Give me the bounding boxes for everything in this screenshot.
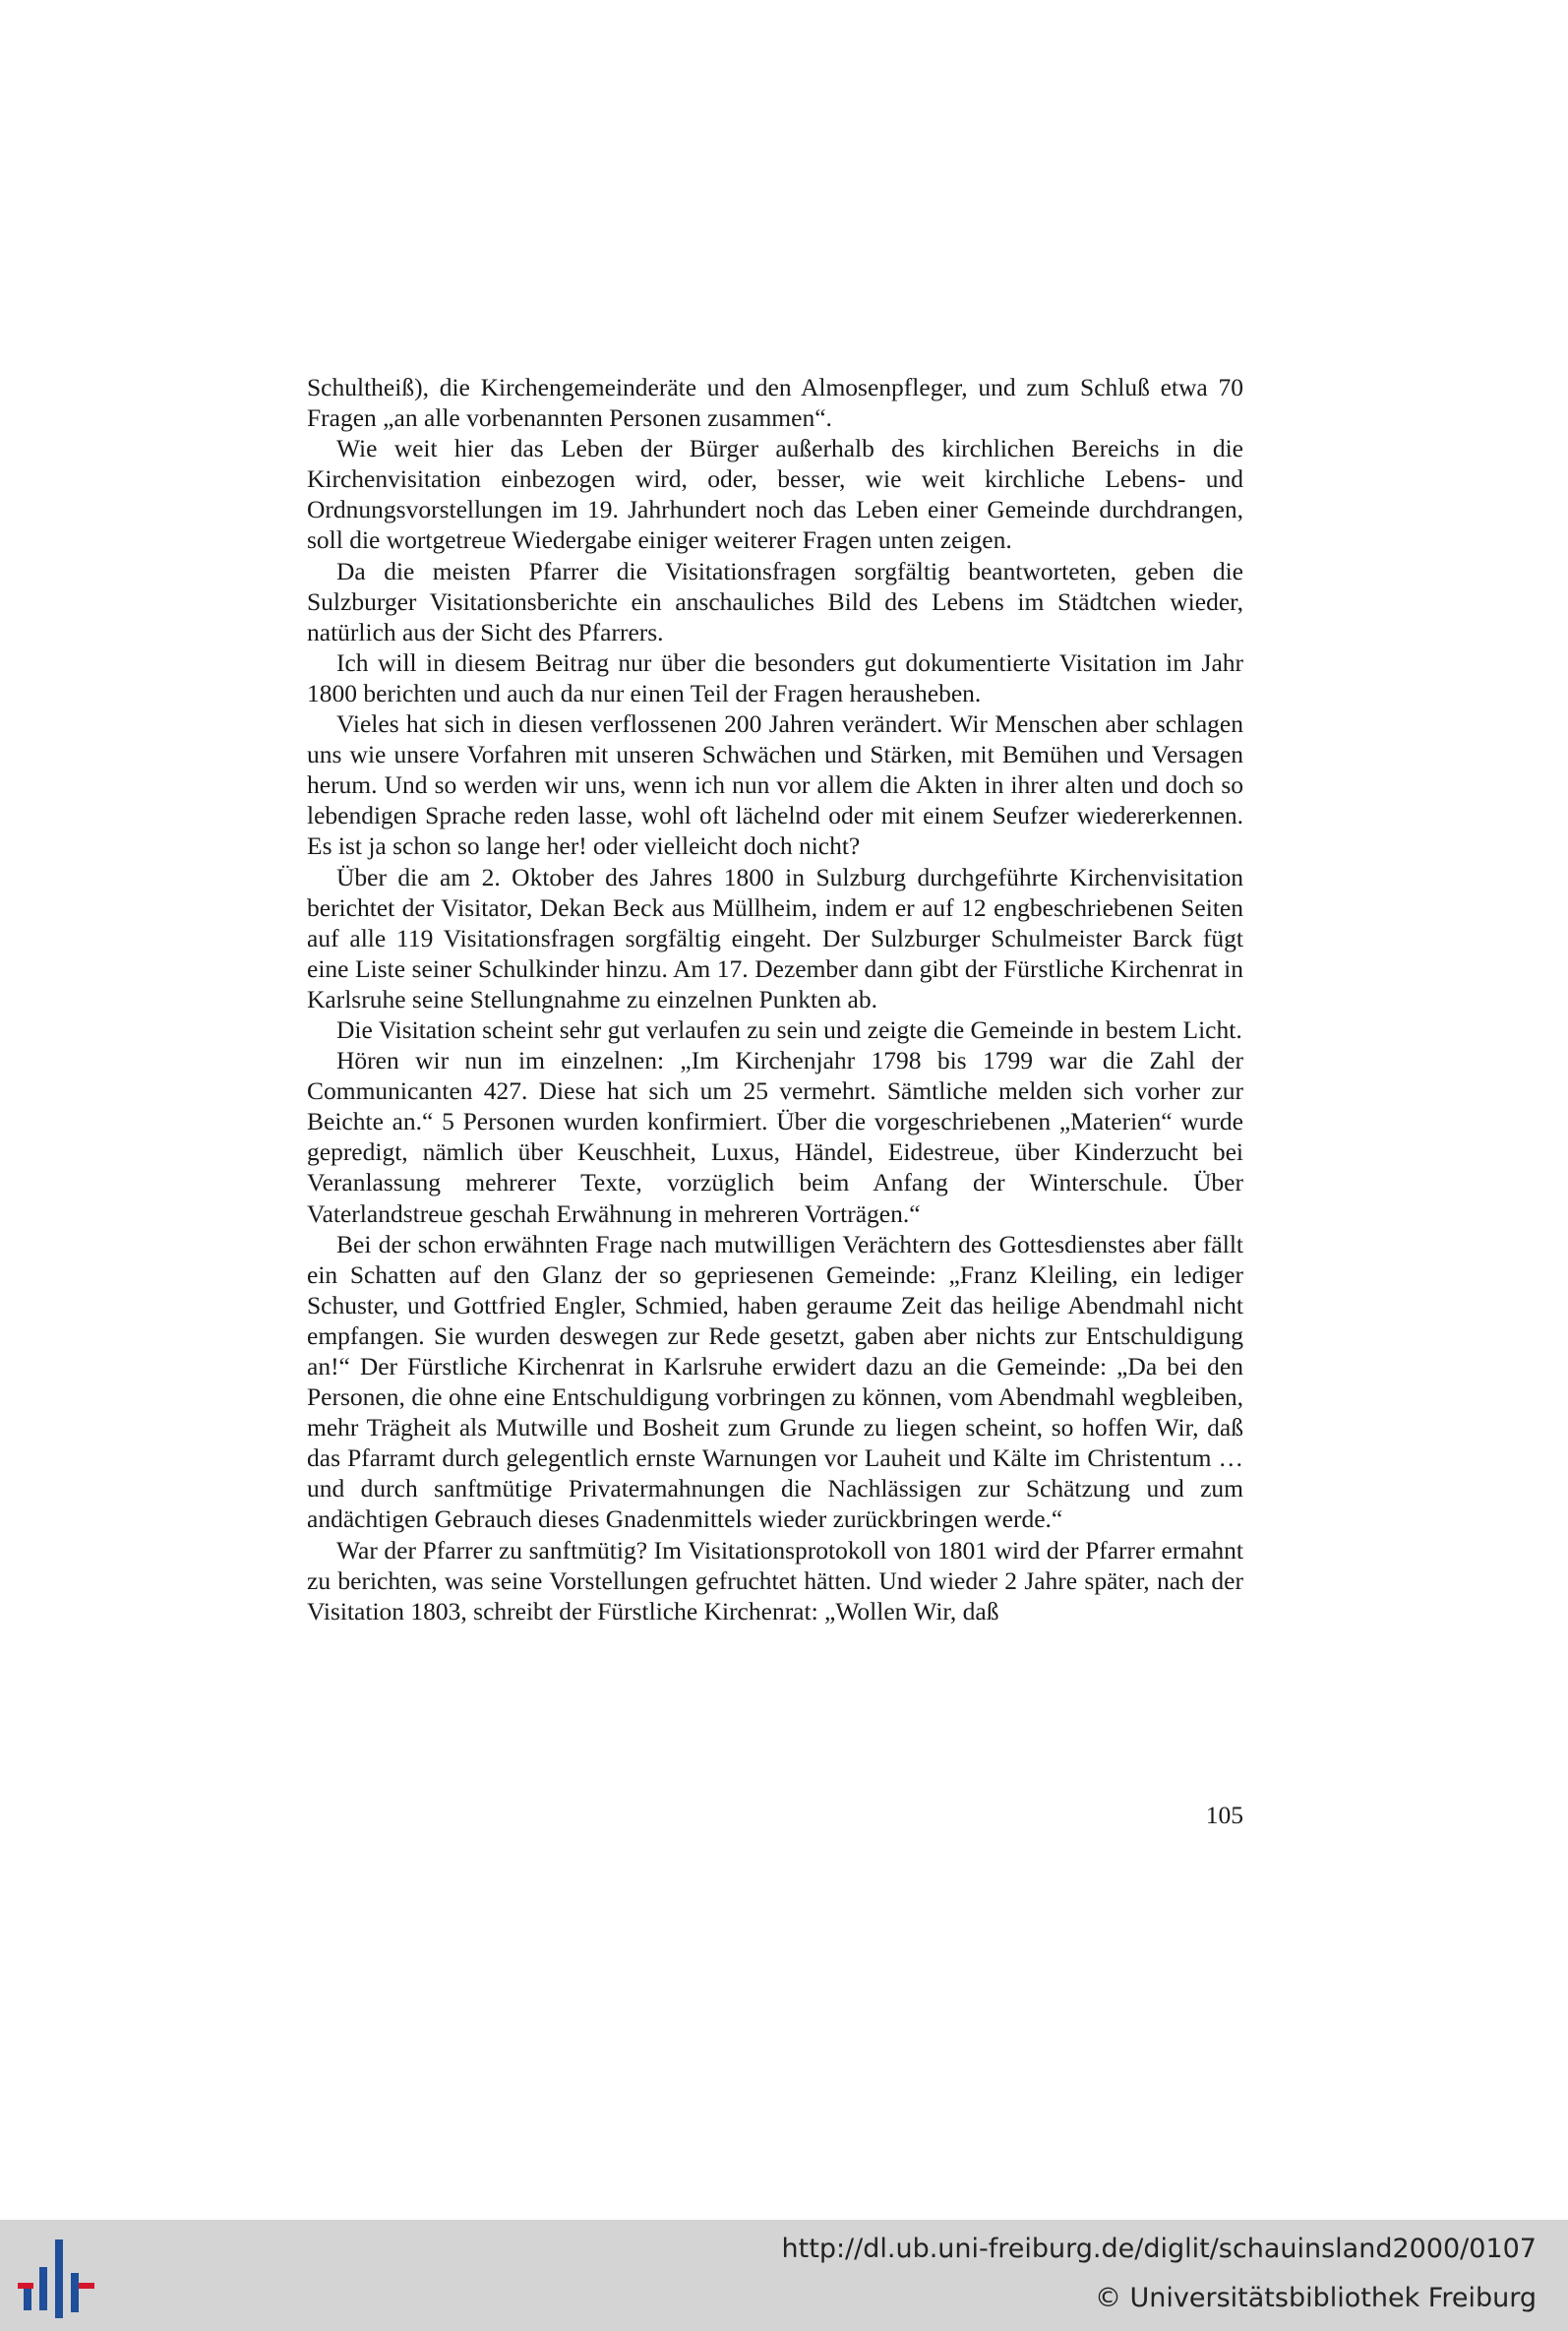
copyright-notice: © Universitätsbibliothek Freiburg	[1094, 2283, 1537, 2313]
paragraph: Wie weit hier das Leben der Bürger außerhalb des kirchlichen Bereichs in die Kirchenvisitation einbezogen wird, oder, besser, wie weit kirchliche Lebens- und Ordnungsvorstellungen im 19. Jahrhundert noch das Leben einer Gemeinde durchdrangen, soll die wortgetreue Wiedergabe einiger weiterer Fragen unten zeigen.	[307, 434, 1243, 555]
body-text	[307, 372, 1243, 1626]
paragraph: Bei der schon erwähnten Frage nach mutwilligen Verächtern des Gottesdienstes aber fällt ein Schatten auf den Glanz der so gepriesenen Gemeinde: „Franz Kleiling, ein lediger Schuster, und Gottfried Engler, Schmied, haben geraume Zeit das heilige Abendmahl nicht empfangen. Sie wurden deswegen zur Rede gesetzt, gaben aber nichts zur Entschuldigung an!“ Der Fürstliche Kirchenrat in Karlsruhe erwidert dazu an die Gemeinde: „Da bei den Personen, die ohne eine Entschuldigung vorbringen zu können, vom Abendmahl wegbleiben, mehr Trägheit als Mutwille und Bosheit zum Grunde zu liegen scheint, so hoffen Wir, daß das Pfarramt durch gelegentlich ernste Warnungen vor Lauheit und Kälte im Christentum … und durch sanftmütige Privatermahnungen die Nachlässigen zur Schätzung und zum andächtigen Gebrauch dieses Gnadenmittels wieder zurückbringen werde.“	[307, 1229, 1243, 1534]
paragraph: Schultheiß), die Kirchengemeinderäte und den Almosenpfleger, und zum Schluß etwa 70 Fragen „an alle vorbenannten Personen zusammen“.	[307, 373, 1243, 433]
paragraph: Vieles hat sich in diesen verflossenen 200 Jahren verändert. Wir Menschen aber schlagen uns wie unsere Vorfahren mit unseren Schwächen und Stärken, mit Bemühen und Versagen herum. Und so werden wir uns, wenn ich nun vor allem die Akten in ihrer alten und doch so lebendigen Sprache reden lasse, wohl oft lächelnd oder mit einem Seufzer wiedererkennen. Es ist ja schon so lange her! oder vielleicht doch nicht?	[307, 709, 1243, 861]
footer-bar	[0, 2220, 1568, 2331]
paragraph: Da die meisten Pfarrer die Visitationsfragen sorgfältig beantworteten, geben die Sulzburger Visitationsberichte ein anschauliches Bild des Lebens im Städtchen wieder, natürlich aus der Sicht des Pfarrers.	[307, 556, 1243, 646]
paragraph: Die Visitation scheint sehr gut verlaufen zu sein und zeigte die Gemeinde in bestem Licht.	[336, 1014, 1242, 1044]
ub-freiburg-logo-icon	[18, 2238, 98, 2320]
digital-copy-link[interactable]: http://dl.ub.uni-freiburg.de/diglit/schauinsland2000/0107	[781, 2234, 1537, 2264]
paragraph: War der Pfarrer zu sanftmütig? Im Visitationsprotokoll von 1801 wird der Pfarrer ermahnt zu berichten, was seine Vorstellungen gefruchtet hätten. Und wieder 2 Jahre später, nach der Visitation 1803, schreibt der Fürstliche Kirchenrat: „Wollen Wir, daß	[307, 1535, 1243, 1626]
paragraph: Ich will in diesem Beitrag nur über die besonders gut dokumentierte Visitation im Jahr 1800 berichten und auch da nur einen Teil der Fragen herausheben.	[307, 647, 1243, 707]
paragraph: Über die am 2. Oktober des Jahres 1800 in Sulzburg durchgeführte Kirchenvisitation berichtet der Visitator, Dekan Beck aus Müllheim, indem er auf 12 engbeschriebenen Seiten auf alle 119 Visitationsfragen sorgfältig eingeht. Der Sulzburger Schulmeister Barck fügt eine Liste seiner Schulkinder hinzu. Am 17. Dezember dann gibt der Fürstliche Kirchenrat in Karlsruhe seine Stellungnahme zu einzelnen Punkten ab.	[307, 862, 1243, 1013]
page-number: 105	[1205, 1801, 1243, 1829]
paragraph: Hören wir nun im einzelnen: „Im Kirchenjahr 1798 bis 1799 war die Zahl der Communicanten 427. Diese hat sich um 25 vermehrt. Sämtliche melden sich vorher zur Beichte an.“ 5 Personen wurden konfirmiert. Über die vorgeschriebenen „Materien“ wurde gepredigt, nämlich über Keuschheit, Luxus, Händel, Eidestreue, über Kinderzucht bei Veranlassung mehrerer Texte, vorzüglich beim Anfang der Winterschule. Über Vaterlandstreue geschah Erwähnung in mehreren Vorträgen.“	[307, 1046, 1243, 1228]
